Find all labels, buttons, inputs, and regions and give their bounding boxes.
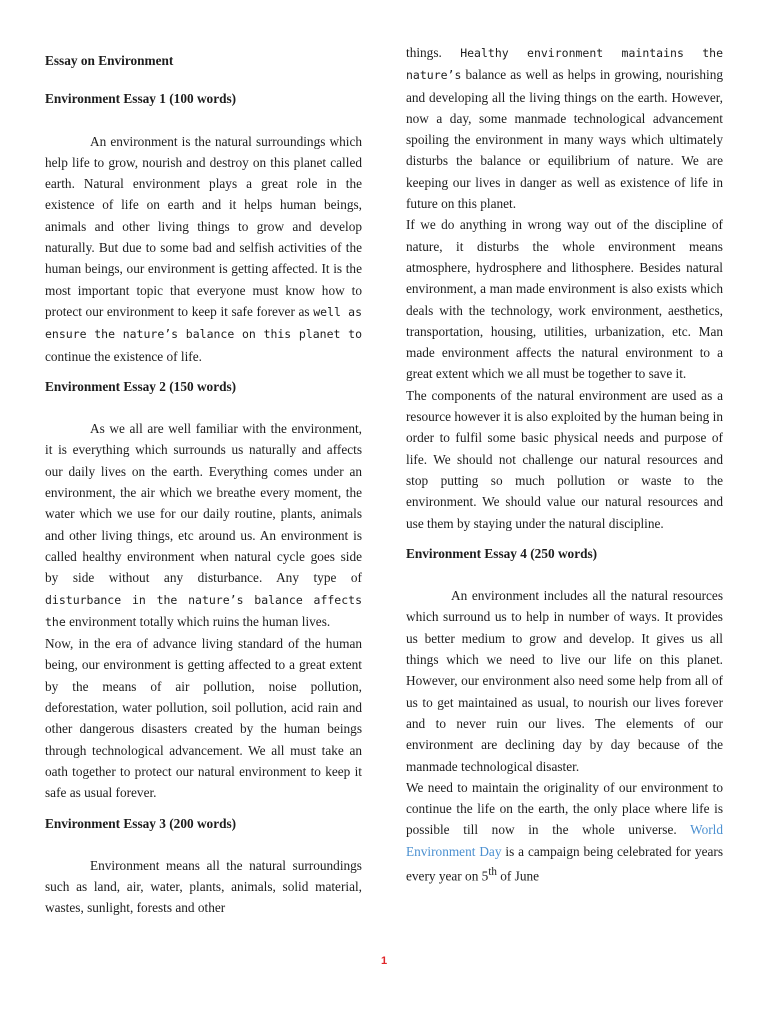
essay-4-paragraph-1: An environment includes all the natural resources which surround us to help in number of ways. It provides us better medium to grow and develop. It gives us all things which we need to live our life on this planet. However, our environment also need some help from all of us to get maintained as usual, to nourish our lives forever and to never ruin our lives. The elements of our environment are declining day by day because of the manmade technological disaster. [406,588,723,774]
world-environment-day-link[interactable]: World Environment Day [406,822,723,859]
essay-1-heading: Environment Essay 1 (100 words) [45,91,237,107]
right-column [406,42,723,887]
essay-2-text-end: environment totally which ruins the human lives. [69,613,331,629]
essay-4-text-mid: is a campaign being celebrated for years every year on 5 [406,843,723,884]
essay-2-paragraph-2: Now, in the era of advance living standard of the human being, our environment is getting affected to a great extent by the means of air pollution, noise pollution, deforestation, water pollution, soil pollution, acid rain and other dangerous disasters created by the human beings through technological advancement. We all must take an oath together to protect our natural environment to keep it safe as usual forever. [45,636,362,801]
essay-3-paragraph-1: Environment means all the natural surroundings such as land, air, water, plants, animals, solid material, wastes, sunlight, forests and other [45,857,362,916]
essay-3-cont-head: things. [406,45,442,60]
essay-4-text-start: We need to maintain the originality of our environment to continue the life on the earth, the only place where life is possible till now in the whole universe. [406,779,723,838]
essay-3-paragraph-2: If we do anything in wrong way out of the discipline of nature, it disturbs the whole environment means atmosphere, hydrosphere and lithosphere. Besides natural environment, a man made environment is also exists which deals with the technology, work environment, aesthetics, transportation, housing, utilities, urbanization, etc. Man made environment affects the natural environment to a great extent which we all must be together to save it. [406,217,723,382]
essay-1-text-end: continue the existence of life. [45,348,202,364]
essay-4-heading: Environment Essay 4 (250 words) [406,545,598,561]
essay-4-text-end: of June [496,868,540,884]
essay-1-text: An environment is the natural surroundings which help life to grow, nourish and destroy on this planet called earth. Natural environment plays a great role in the existence of life on earth and it helps human beings, animals and other living things to grow and develop naturally. But due to some bad and selfish activities of the human beings, our environment is getting affected. It is the most important topic that everyone must know how to protect our environment to keep it safe forever as [45,133,362,319]
essay-2-text: As we all are well familiar with the environment, it is everything which surrounds us naturally and affects our daily lives on the earth. Everything comes under an environment, the air which we breathe every moment, the water which we use for our daily routine, plants, animals and other living things, etc around us. An environment is called healthy environment when natural cycle goes side by side without any disturbance. Any type of [45,421,362,586]
essay-3-heading: Environment Essay 3 (200 words) [45,815,237,831]
essay-4-superscript: th [488,865,497,878]
essay-3-paragraph-1-continued [406,42,723,214]
page-number: 1 [380,955,388,967]
essay-3-paragraph-3: The components of the natural environment are used as a resource however it is also exploited by the human being in order to fulfil some basic physical needs and purpose of life. We should not challenge our natural resources and stop putting so much pollution or waste to the environment. We should value our natural resources and use them by staying under the natural discipline. [406,387,723,531]
essay-1-paragraph [45,131,362,367]
essay-2-text-mono: disturbance in the nature’s balance affects the [45,592,362,629]
document-title: Essay on Environment [45,53,174,68]
essay-2-paragraph-1 [45,418,362,633]
essay-3-cont-rest: balance as well as helps in growing, nourishing and developing all the living things on the earth. However, now a day, some manmade technological advancement spoiling the environment in many ways which ultimately disturbs the balance or equilibrium of nature. We are keeping our lives in danger as well as existence of life in future on this planet. [406,67,723,212]
essay-4-paragraph-2 [406,777,723,887]
essay-3-cont-mono: Healthy environment maintains the nature’s [406,46,723,83]
essay-1-text-mono: well as ensure the nature’s balance on this planet to [45,304,363,342]
left-column [45,50,362,919]
essay-2-heading: Environment Essay 2 (150 words) [45,378,237,394]
